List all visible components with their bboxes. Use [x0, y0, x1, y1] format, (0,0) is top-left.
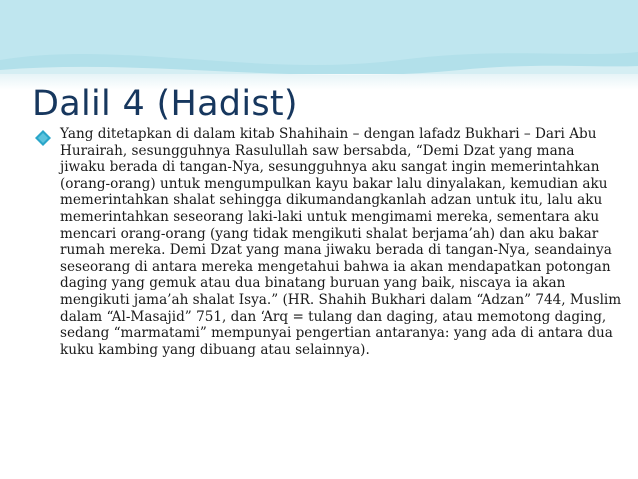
diamond-bullet-icon [34, 129, 52, 147]
bullet-item [34, 126, 624, 358]
slide-title: Dalil 4 (Hadist) [32, 84, 298, 124]
bullet-text: Yang ditetapkan di dalam kitab Shahihain – dengan lafadz Bukhari – Dari Abu Hurairah, sesungguhnya Rasulullah saw bersabda, “Demi Dzat yang mana jiwaku berada di tangan-Nya, sesungguhnya aku sangat ingin memerintahkan (orang-orang) untuk mengumpulkan kayu bakar lalu dinyalakan, kemudian aku memerintahkan shalat sehingga dikumandangkanlah adzan untuk itu, lalu aku memerintahkan seseorang laki-laki untuk mengimami mereka, sementara aku mencari orang-orang (yang tidak mengikuti shalat berjama’ah) dan aku bakar rumah mereka. Demi Dzat yang mana jiwaku berada di tangan-Nya, seandainya seseorang di antara mereka mengetahui bahwa ia akan mendapatkan potongan daging yang gemuk atau dua binatang buruan yang baik, niscaya ia akan mengikuti jama’ah shalat Isya.” (HR. Shahih Bukhari dalam “Adzan” 744, Muslim dalam “Al-Masajid” 751, dan ‘Arq = tulang dan daging, atau memotong daging, sedang “marmatami” mempunyai pengertian antaranya: yang ada di antara dua kuku kambing yang dibuang atau selainnya). [60, 126, 622, 358]
header-wave-decoration [0, 0, 638, 90]
